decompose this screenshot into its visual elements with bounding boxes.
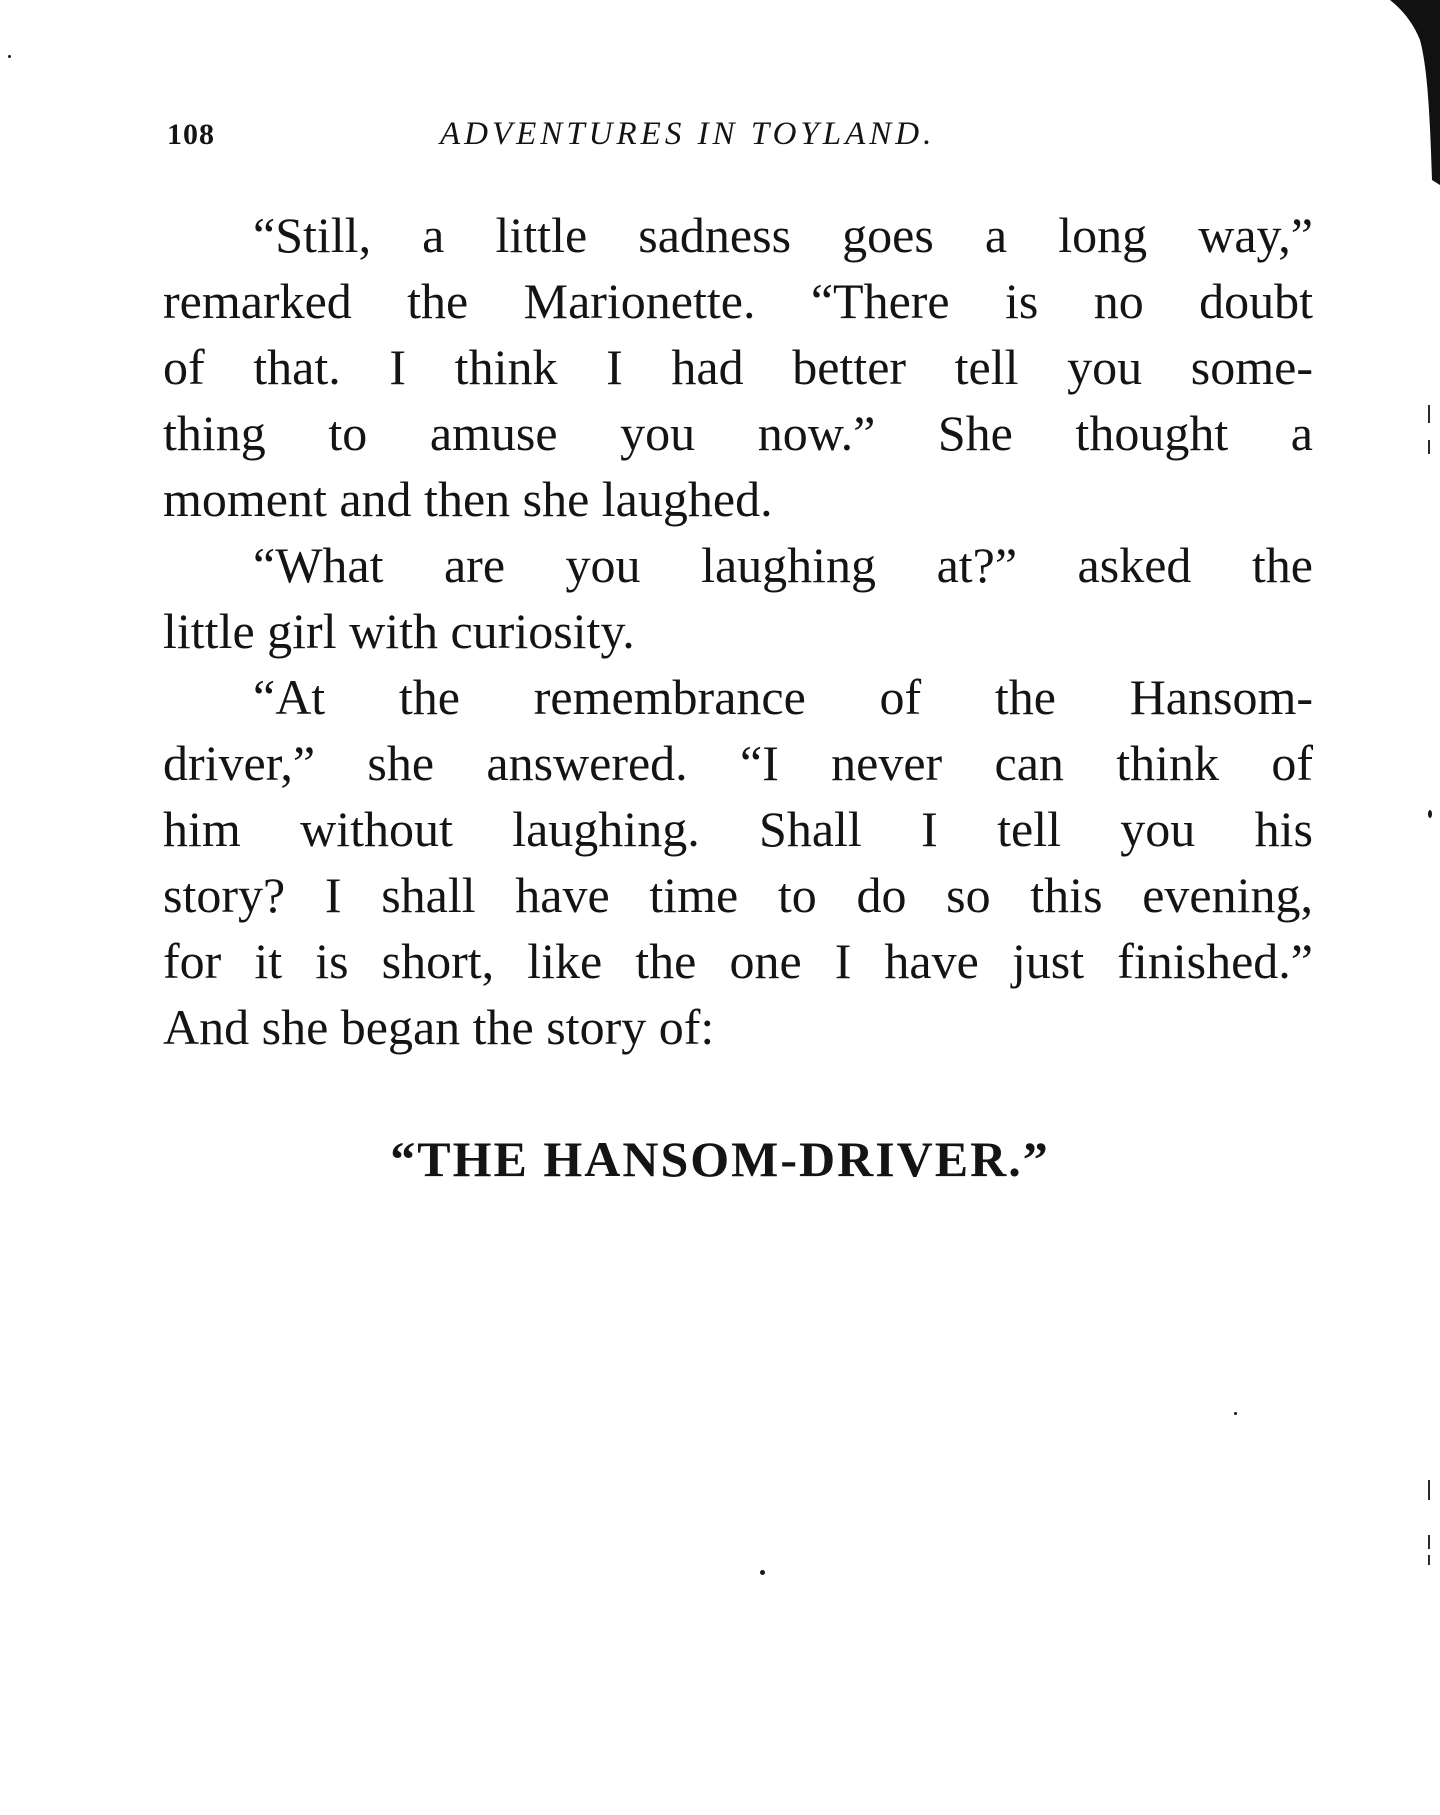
scan-mark [1428, 1555, 1430, 1565]
text-line: driver,” she answered. “I never can think of [163, 735, 1313, 791]
text-line: And she began the story of: [163, 999, 715, 1055]
body-text [163, 202, 1313, 1060]
text-line: of that. I think I had better tell you some- [163, 339, 1313, 395]
scan-speck [1428, 810, 1432, 818]
text-line: moment and then she laughed. [163, 471, 773, 527]
text-line: him without laughing. Shall I tell you his [163, 801, 1313, 857]
chapter-heading [0, 1130, 1440, 1188]
text-line: “What are you laughing at?” asked the [253, 537, 1313, 593]
paragraph [163, 202, 1313, 532]
text-line: remarked the Marionette. “There is no doubt [163, 273, 1313, 329]
scan-mark [1428, 405, 1430, 423]
scan-speck [1234, 1412, 1237, 1415]
running-title: ADVENTURES IN TOYLAND. [440, 116, 936, 152]
text-line: for it is short, like the one I have just finished.” [163, 933, 1313, 989]
scan-mark [1428, 1535, 1430, 1549]
text-line: little girl with curiosity. [163, 603, 635, 659]
text-line: “Still, a little sadness goes a long way,” [253, 207, 1313, 263]
scan-edge-shadow [1370, 0, 1440, 185]
page-number: 108 [167, 118, 215, 151]
text-line: thing to amuse you now.” She thought a [163, 405, 1313, 461]
paragraph [163, 532, 1313, 664]
text-line: story? I shall have time to do so this evening, [163, 867, 1313, 923]
scan-mark [1428, 1480, 1430, 1500]
paragraph [163, 664, 1313, 1060]
scan-speck [8, 55, 11, 58]
scan-speck [760, 1570, 765, 1575]
text-line: “At the remembrance of the Hansom- [253, 669, 1313, 725]
scan-mark [1428, 440, 1430, 454]
chapter-heading-text: “THE HANSOM-DRIVER.” [390, 1131, 1050, 1187]
